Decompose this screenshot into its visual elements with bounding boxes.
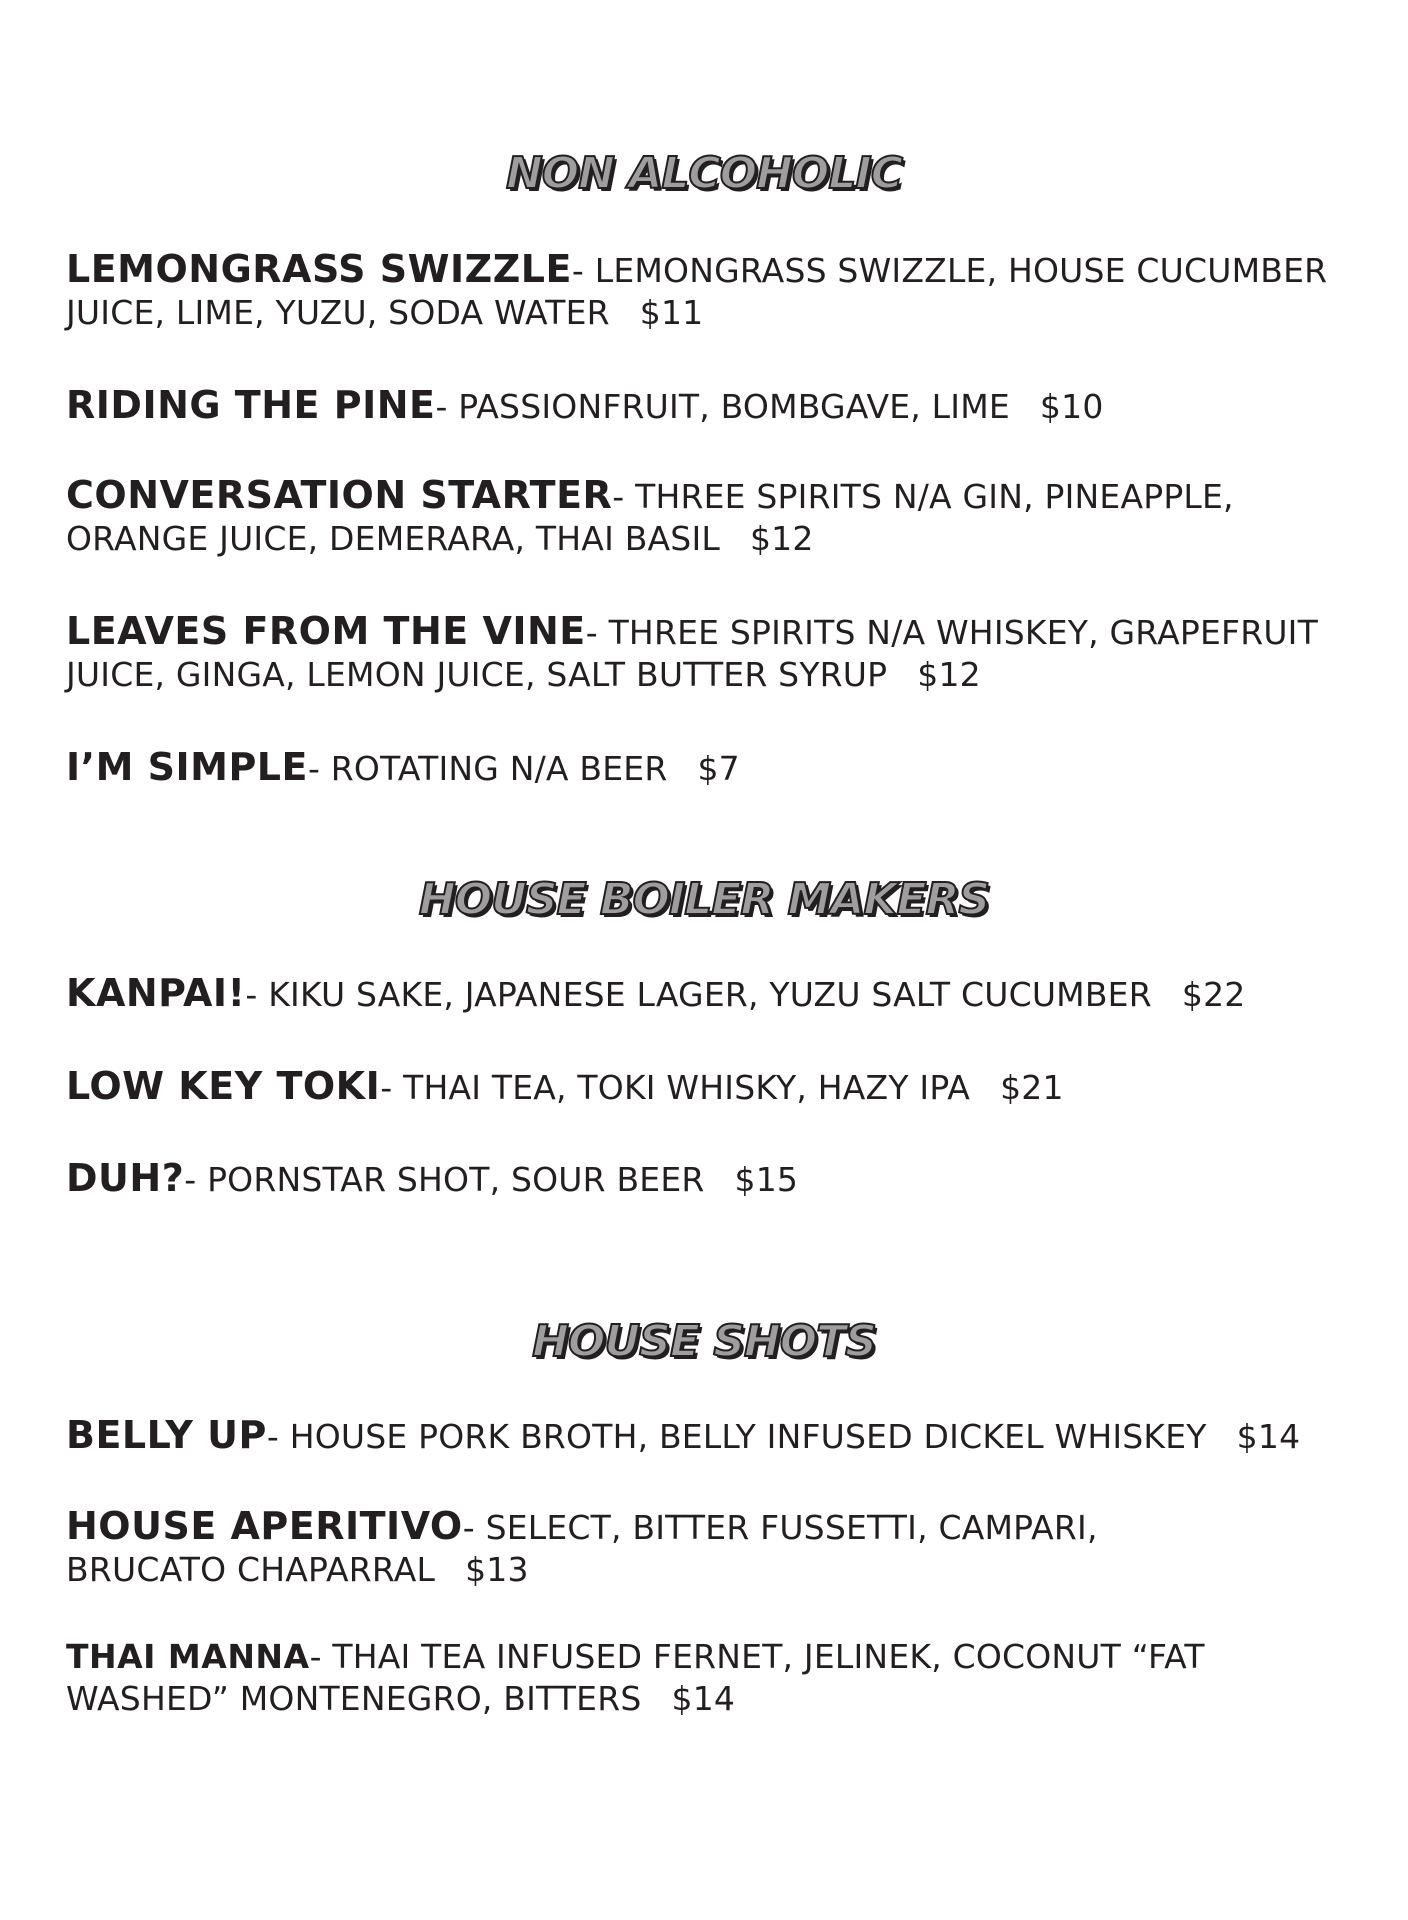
item-price: $12 [917,655,981,694]
item-description: BRUCATO CHAPARRAL [66,1550,436,1589]
item-description: ORANGE JUICE, DEMERARA, THAI BASIL [66,519,720,558]
menu-item-leaves-from-the-vine [66,610,1366,696]
item-name: KANPAI! [66,971,246,1015]
item-price: $11 [639,293,704,332]
item-price: $14 [1236,1417,1301,1456]
menu-item-low-key-toki [66,1065,1366,1109]
section-title-house-shots: HOUSE SHOTS [532,1316,876,1367]
item-price: $13 [465,1550,529,1589]
item-price: $12 [749,519,814,558]
item-price: $21 [1000,1068,1064,1107]
item-name: BELLY UP [66,1413,267,1457]
item-name: LOW KEY TOKI [66,1064,381,1108]
section-title-non-alcoholic: NON ALCOHOLIC [505,148,903,199]
item-name: I’M SIMPLE [66,745,308,789]
item-description: THAI TEA, TOKI WHISKY, HAZY IPA [403,1068,971,1107]
item-name: CONVERSATION STARTER [66,473,613,517]
item-name: RIDING THE PINE [66,383,436,427]
item-name: LEAVES FROM THE VINE [66,609,586,653]
menu-item-thai-manna [66,1636,1366,1720]
item-separator: - [266,1417,290,1456]
item-separator: - [380,1068,404,1107]
menu-item-kanpai [66,972,1366,1016]
menu-item-riding-the-pine [66,384,1366,428]
item-description: WASHED” MONTENEGRO, BITTERS [66,1679,642,1718]
item-description: PASSIONFRUIT, BOMBGAVE, LIME [458,387,1010,426]
item-description: PORNSTAR SHOT, SOUR BEER [207,1160,705,1199]
item-description: JUICE, GINGA, LEMON JUICE, SALT BUTTER SYRUP [66,655,888,694]
item-price: $14 [671,1679,736,1718]
item-price: $15 [734,1160,799,1199]
menu-item-im-simple [66,746,1366,790]
menu-item-belly-up [66,1414,1366,1458]
item-separator: - [571,251,595,290]
item-separator: - [309,1637,333,1676]
item-price: $7 [697,749,740,788]
item-separator: - [245,975,269,1014]
item-description: THREE SPIRITS N/A GIN, PINEAPPLE, [635,477,1234,516]
item-description: HOUSE PORK BROTH, BELLY INFUSED DICKEL WHISKEY [289,1417,1207,1456]
item-name: THAI MANNA [66,1637,310,1676]
item-description: THREE SPIRITS N/A WHISKEY, GRAPEFRUIT [608,613,1318,652]
item-separator: - [612,477,636,516]
item-description: JUICE, LIME, YUZU, SODA WATER [66,293,610,332]
item-separator: - [307,749,331,788]
item-separator: - [462,1508,486,1547]
menu-item-lemongrass-swizzle [66,248,1366,334]
item-description: ROTATING N/A BEER [330,749,668,788]
item-separator: - [585,613,609,652]
section-title-house-boiler-makers: HOUSE BOILER MAKERS [418,874,990,925]
item-name: HOUSE APERITIVO [66,1504,463,1548]
menu-item-conversation-starter [66,474,1366,560]
item-separator: - [435,387,459,426]
item-description: THAI TEA INFUSED FERNET, JELINEK, COCONUT “FAT [332,1637,1205,1676]
item-price: $22 [1181,975,1246,1014]
item-name: LEMONGRASS SWIZZLE [66,247,572,291]
item-separator: - [184,1160,208,1199]
item-name: DUH? [66,1156,185,1200]
menu-item-duh [66,1157,1366,1201]
menu-item-house-aperitivo [66,1505,1366,1591]
item-price: $10 [1039,387,1104,426]
item-description: SELECT, BITTER FUSSETTI, CAMPARI, [485,1508,1098,1547]
item-description: KIKU SAKE, JAPANESE LAGER, YUZU SALT CUCUMBER [268,975,1152,1014]
item-description: LEMONGRASS SWIZZLE, HOUSE CUCUMBER [594,251,1328,290]
